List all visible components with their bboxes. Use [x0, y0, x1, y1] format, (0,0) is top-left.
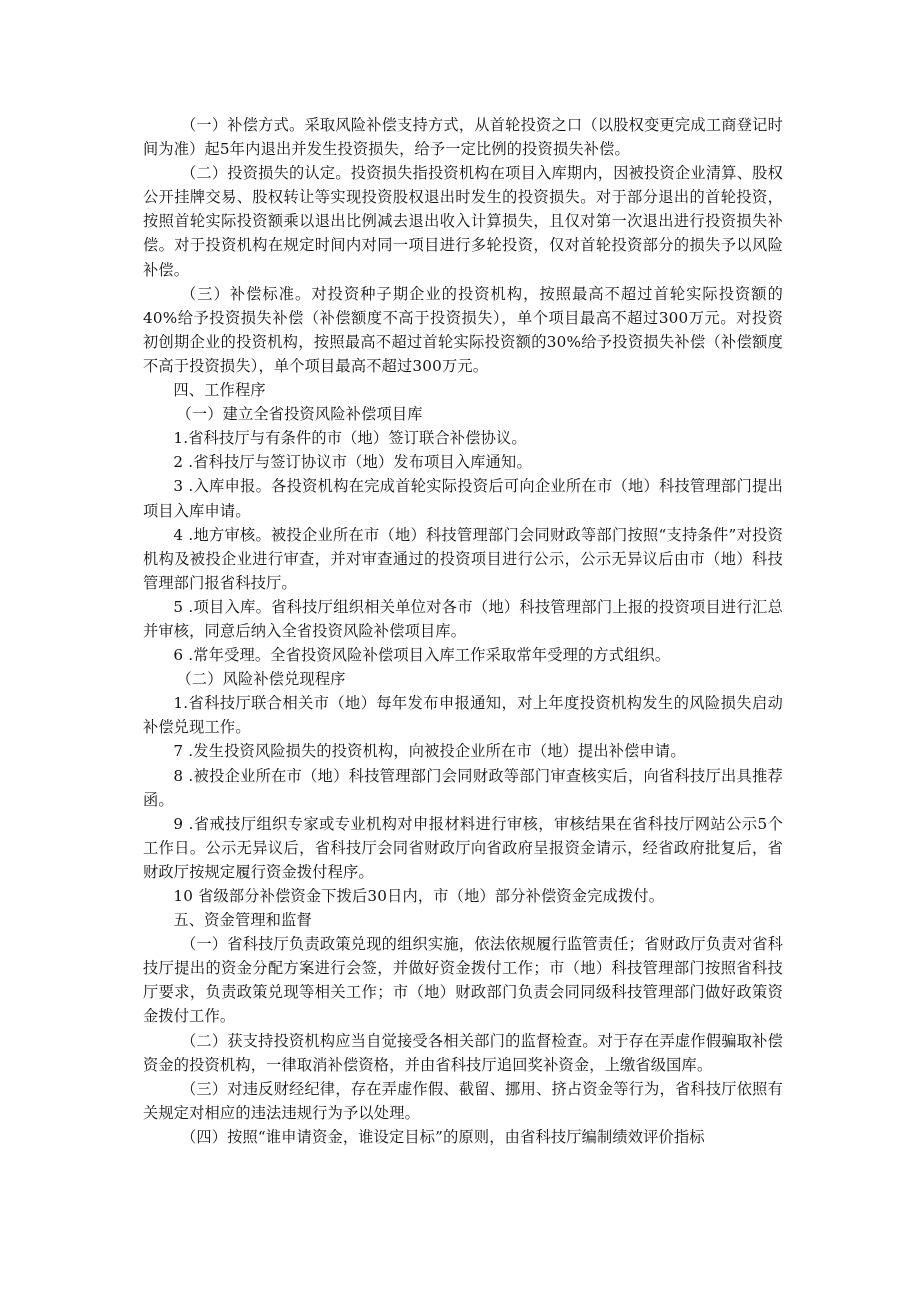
list-item: 6 .常年受理。全省投资风险补偿项目入库工作采取常年受理的方式组织。	[173, 646, 671, 665]
paragraph-compensation-method: （一）补偿方式。采取风险补偿支持方式，从首轮投资之口（以股权变更完成工商登记时间为准）起5年内退出并发生投资损失，给予一定比例的投资损失补偿。	[143, 116, 783, 159]
paragraph-supervision: （二）获支持投资机构应当自觉接受各相关部门的监督检查。对于存在弄虚作假骗取补偿资金的投资机构，一律取消补偿资格，并由省科技厅追回奖补资金，上缴省级国库。	[143, 1031, 783, 1074]
list-item: 2 .省科技厅与签订协议市（地）发布项目入库通知。	[173, 453, 532, 472]
list-item: 4 .地方审核。被投企业所在市（地）科技管理部门会同财政等部门按照“支持条件”对投资机构及被投企业进行审查，并对审查通过的投资项目进行公示，公示无异议后由市（地）科技管理部门报省科技厅。	[143, 525, 783, 592]
list-item: 9 .省戒技厅组织专家或专业机构对申报材料进行审核，审核结果在省科技厅网站公示5个工作日。公示无异议后，省科技厅会同省财政厅向省政府呈报资金请示，经省政府批复后，省财政厅按规定履行资金拨付程序。	[143, 814, 783, 881]
subheading-project-library: （一）建立全省投资风险补偿项目库	[176, 405, 423, 424]
list-item: 1.省科技厅联合相关市（地）每年发布申报通知，对上年度投资机构发生的风险损失启动补偿兑现工作。	[143, 694, 783, 737]
subheading-redemption-procedure: （二）风险补偿兑现程序	[176, 670, 346, 689]
paragraph-responsibilities: （一）省科技厅负责政策兑现的组织实施，依法依规履行监管责任；省财政厅负责对省科技厅提出的资金分配方案进行会签，并做好资金拨付工作；市（地）科技管理部门按照省科技厅要求，负责政策兑现等相关工作；市（地）财政部门负责会同同级科技管理部门做好政策资金拨付工作。	[143, 935, 783, 1026]
paragraph-violations: （三）对违反财经纪律，存在弄虚作假、截留、挪用、挤占资金等行为，省科技厅依照有关规定对相应的违法违规行为予以处理。	[143, 1079, 783, 1122]
list-item: 5 .项目入库。省科技厅组织相关单位对各市（地）科技管理部门上报的投资项目进行汇总并审核，同意后纳入全省投资风险补偿项目库。	[143, 597, 783, 640]
list-item: 3 .入库申报。各投资机构在完成首轮实际投资后可向企业所在市（地）科技管理部门提出项目入库申请。	[143, 477, 783, 520]
list-item: 1.省科技厅与有条件的市（地）签订联合补偿协议。	[173, 429, 527, 448]
list-item: 8 .被投企业所在市（地）科技管理部门会同财政等部门审查核实后，向省科技厅出具推荐函。	[143, 766, 783, 809]
list-item: 7 .发生投资风险损失的投资机构，向被投企业所在市（地）提出补偿申请。	[173, 742, 686, 761]
paragraph-loss-determination: （二）投资损失的认定。投资损失指投资机构在项目入库期内，因被投资企业清算、股权公开挂牌交易、股权转让等实现投资股权退出时发生的投资损失。对于部分退出的首轮投资，按照首轮实际投资额乘以退出比例减去退出收入计算损失，且仅对第一次退出进行投资损失补偿。对于投资机构在规定时间内对同一项目进行多轮投资，仅对首轮投资部分的损失予以风险补偿。	[143, 164, 783, 279]
list-item: 10 省级部分补偿资金下拨后30日内，市（地）部分补偿资金完成拨付。	[173, 887, 665, 905]
paragraph-performance-evaluation: （四）按照“谁申请资金，谁设定目标”的原则，由省科技厅编制绩效评价指标	[181, 1127, 705, 1146]
section-heading-work-procedure: 四、工作程序	[173, 381, 266, 400]
section-heading-fund-management: 五、资金管理和监督	[173, 911, 312, 930]
document-body	[143, 113, 783, 1149]
paragraph-compensation-standard: （三）补偿标准。对投资种子期企业的投资机构，按照最高不超过首轮实际投资额的40%给予投资损失补偿（补偿额度不高于投资损失），单个项目最高不超过300万元。对投资初创期企业的投资机构，按照最高不超过首轮实际投资额的30%给予投资损失补偿（补偿额度不高于投资损失），单个项目最高不超过300万元。	[143, 284, 783, 375]
